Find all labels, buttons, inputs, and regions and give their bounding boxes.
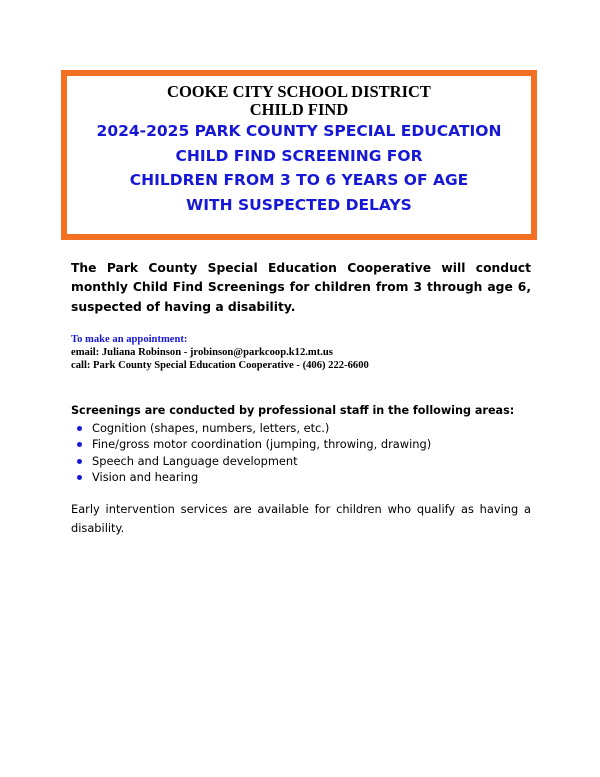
list-item-text: Vision and hearing: [92, 470, 199, 485]
list-item-text: Fine/gross motor coordination (jumping, throwing, drawing): [92, 437, 432, 452]
title-line-3: CHILDREN FROM 3 TO 6 YEARS OF AGE: [129, 171, 469, 189]
program-name: CHILD FIND: [249, 100, 349, 119]
list-item-text: Speech and Language development: [92, 453, 298, 468]
screenings-lead: Screenings are conducted by professional staff in the following areas:: [71, 404, 515, 417]
appointment-heading: To make an appointment:: [71, 334, 188, 345]
bullet-icon: [77, 426, 82, 431]
intro-paragraph: The Park County Special Education Cooperative will conduct monthly Child Find Screenings for children from 3 through age 6, suspected of having a disability.: [71, 261, 531, 314]
header-box: [61, 70, 537, 240]
bullet-icon: [77, 442, 82, 447]
screenings-section: [71, 403, 541, 486]
bullet-icon: [77, 475, 82, 480]
bullet-icon: [77, 459, 82, 464]
district-name: COOKE CITY SCHOOL DISTRICT: [167, 82, 431, 101]
call-line: call: Park County Special Education Cooperative - (406) 222-6600: [71, 360, 369, 371]
list-item-text: Cognition (shapes, numbers, letters, etc.): [92, 420, 330, 435]
list-item: [77, 420, 541, 437]
list-item: [77, 469, 541, 486]
list-item: [77, 453, 541, 470]
title-line-2: CHILD FIND SCREENING FOR: [175, 146, 423, 165]
closing-paragraph: Early intervention services are available for children who qualify as having a disability.: [71, 502, 531, 535]
appointment-info: [71, 333, 369, 372]
title-line-4: WITH SUSPECTED DELAYS: [186, 195, 412, 214]
title-line-1: 2024-2025 PARK COUNTY SPECIAL EDUCATION: [96, 122, 502, 140]
email-line: email: Juliana Robinson - jrobinson@parkcoop.k12.mt.us: [71, 347, 333, 358]
list-item: [77, 436, 541, 453]
screening-areas-list: [71, 420, 541, 486]
